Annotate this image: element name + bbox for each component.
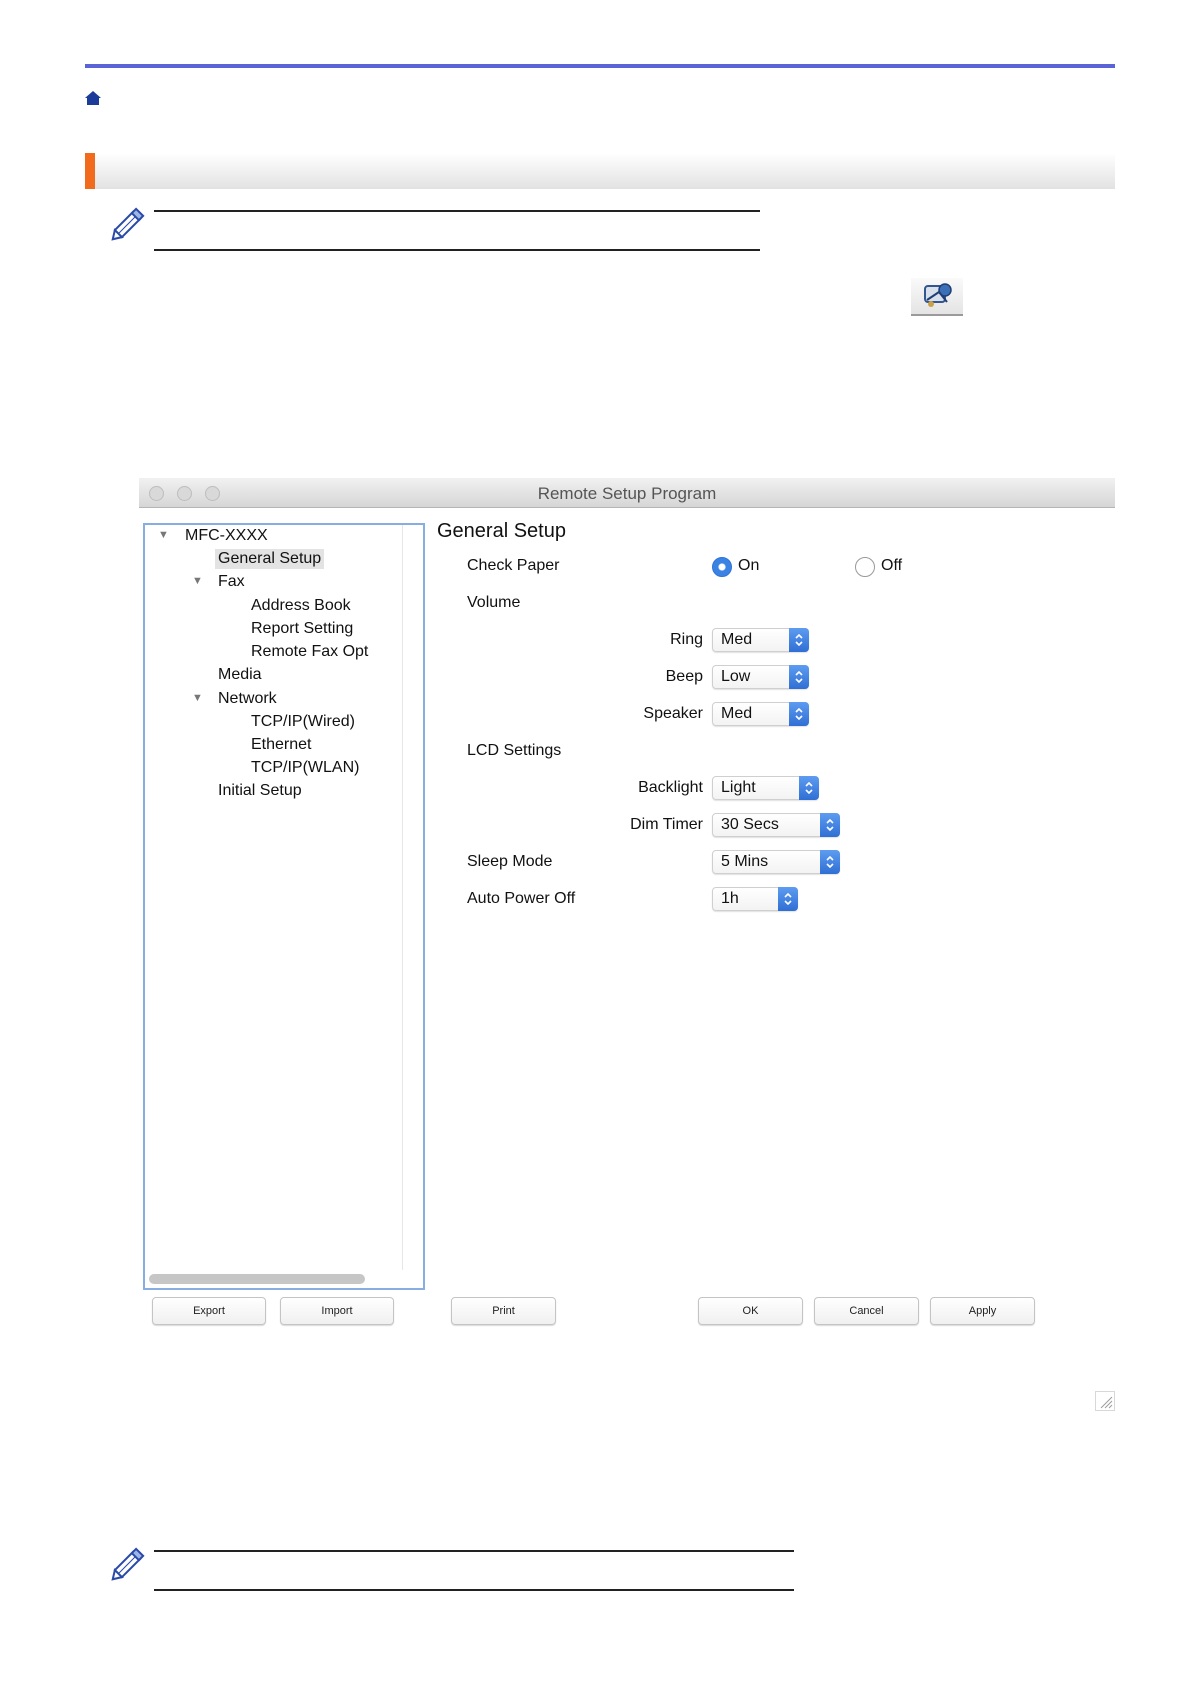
window-title: Remote Setup Program <box>537 484 717 503</box>
select-stepper-icon <box>820 813 840 837</box>
check-paper-on-label[interactable]: On <box>738 557 760 574</box>
tree-item-media[interactable]: Media <box>218 666 262 683</box>
lcd-settings-label: LCD Settings <box>467 742 562 759</box>
tree-disclosure-icon[interactable]: ▼ <box>158 529 169 541</box>
auto-power-off-select[interactable] <box>712 887 798 911</box>
backlight-label: Backlight <box>638 779 703 796</box>
select-stepper-icon <box>789 628 809 652</box>
check-paper-label: Check Paper <box>467 557 560 574</box>
home-icon[interactable] <box>85 90 101 106</box>
sleep-mode-value: 5 Mins <box>721 853 769 870</box>
resize-grip-icon[interactable] <box>1095 1391 1115 1411</box>
remote-setup-window <box>139 478 1115 1358</box>
speaker-label: Speaker <box>643 705 703 722</box>
ring-value: Med <box>721 631 753 648</box>
dim-timer-value: 30 Secs <box>721 816 779 833</box>
section-heading-bar <box>85 153 1115 189</box>
tree-divider <box>402 525 403 1270</box>
auto-power-off-value: 1h <box>721 890 739 907</box>
speaker-value: Med <box>721 705 753 722</box>
check-paper-on-radio[interactable] <box>712 557 732 577</box>
pencil-icon <box>108 1542 150 1584</box>
check-paper-off-radio[interactable] <box>855 557 875 577</box>
apply-button[interactable]: Apply <box>930 1297 1035 1325</box>
note-rule-top <box>154 1550 794 1552</box>
select-stepper-icon <box>778 887 798 911</box>
select-stepper-icon <box>789 665 809 689</box>
tree-item-remote-fax-opt[interactable]: Remote Fax Opt <box>251 643 369 660</box>
ok-button[interactable]: OK <box>698 1297 803 1325</box>
beep-value: Low <box>721 668 751 685</box>
tree-item-ethernet[interactable]: Ethernet <box>251 736 312 753</box>
tree-item-address-book[interactable]: Address Book <box>251 597 351 614</box>
speaker-select[interactable] <box>712 702 809 726</box>
print-button[interactable]: Print <box>451 1297 556 1325</box>
tree-disclosure-icon[interactable]: ▼ <box>192 575 203 587</box>
tree-item-tcpip-wired[interactable]: TCP/IP(Wired) <box>251 713 355 730</box>
tree-horizontal-scrollbar[interactable] <box>149 1274 365 1284</box>
sleep-mode-label: Sleep Mode <box>467 853 553 870</box>
tree-item-initial-setup[interactable]: Initial Setup <box>218 782 302 799</box>
pencil-icon <box>108 202 150 244</box>
note-rule-top <box>154 210 760 212</box>
beep-label: Beep <box>665 668 703 685</box>
check-paper-off-label[interactable]: Off <box>881 557 903 574</box>
cancel-button[interactable]: Cancel <box>814 1297 919 1325</box>
volume-label: Volume <box>467 594 521 611</box>
tree-item-network[interactable]: Network <box>218 690 277 707</box>
dim-timer-select[interactable] <box>712 813 840 837</box>
tree-item-report-setting[interactable]: Report Setting <box>251 620 354 637</box>
settings-tree[interactable] <box>143 523 425 1290</box>
select-stepper-icon <box>799 776 819 800</box>
dim-timer-label: Dim Timer <box>630 816 703 833</box>
panel-title: General Setup <box>437 520 566 542</box>
auto-power-off-label: Auto Power Off <box>467 890 576 907</box>
tree-item-root[interactable]: MFC-XXXX <box>185 527 268 544</box>
remote-setup-icon <box>911 278 963 316</box>
select-stepper-icon <box>820 850 840 874</box>
note-rule-bottom <box>154 249 760 251</box>
backlight-select[interactable] <box>712 776 819 800</box>
tree-item-fax[interactable]: Fax <box>218 573 245 590</box>
import-button[interactable]: Import <box>280 1297 394 1325</box>
tree-disclosure-icon[interactable]: ▼ <box>192 692 203 704</box>
beep-select[interactable] <box>712 665 809 689</box>
ring-select[interactable] <box>712 628 809 652</box>
ring-label: Ring <box>670 631 703 648</box>
header-rule <box>85 64 1115 68</box>
tree-item-tcpip-wlan[interactable]: TCP/IP(WLAN) <box>251 759 360 776</box>
section-accent <box>85 153 95 189</box>
export-button[interactable]: Export <box>152 1297 266 1325</box>
tree-item-general-setup[interactable]: General Setup <box>215 549 324 569</box>
sleep-mode-select[interactable] <box>712 850 840 874</box>
select-stepper-icon <box>789 702 809 726</box>
note-rule-bottom <box>154 1589 794 1591</box>
backlight-value: Light <box>721 779 756 796</box>
remote-setup-icon-glyph <box>911 278 963 314</box>
window-titlebar <box>139 478 1115 508</box>
